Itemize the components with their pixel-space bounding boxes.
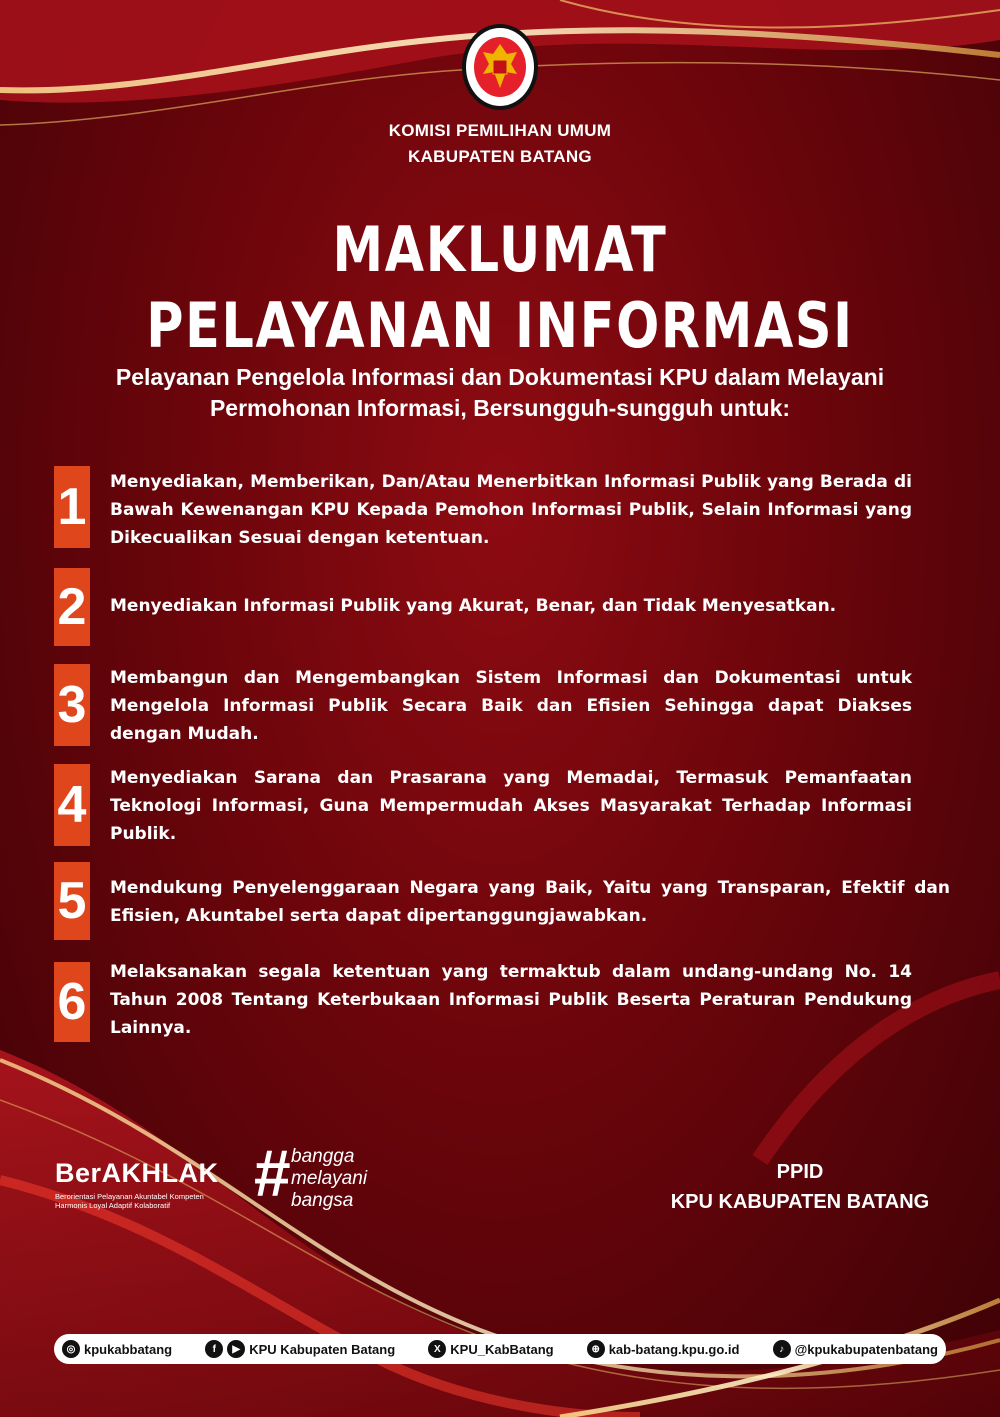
page-title xyxy=(90,212,910,364)
subtitle-line-1: Pelayanan Pengelola Informasi dan Dokumentasi KPU dalam Melayani xyxy=(115,364,885,390)
list-item-3 xyxy=(54,664,954,748)
title-line-2: PELAYANAN INFORMASI xyxy=(146,289,854,362)
item-number: 3 xyxy=(54,664,90,746)
x-icon: X xyxy=(428,1340,446,1358)
berakhlak-tagline-1: Berorientasi Pelayanan Akuntabel Kompeten xyxy=(55,1192,204,1201)
item-text: Menyediakan Sarana dan Prasarana yang Memadai, Termasuk Pemanfaatan Teknologi Informasi, Guna Mempermudah Akses Masyarakat Terhadap Informasi Publik. xyxy=(110,768,912,844)
hashtag-mark: # xyxy=(253,1136,290,1210)
item-text: Melaksanakan segala ketentuan yang termaktub dalam undang-undang No. 14 Tahun 2008 Tentang Keterbukaan Informasi Publik Beserta Peraturan Pendukung Lainnya. xyxy=(110,962,912,1038)
slogan-line-3: bangsa xyxy=(291,1190,354,1211)
x-handle: KPU_KabBatang xyxy=(450,1341,554,1357)
youtube-icon: ▶ xyxy=(227,1340,245,1358)
title-line-1: MAKLUMAT xyxy=(332,213,668,286)
facebook-youtube-name: KPU Kabupaten Batang xyxy=(249,1341,396,1357)
website-url: kab-batang.kpu.go.id xyxy=(608,1341,740,1357)
berakhlak-tagline-2: Harmonis Loyal Adaptif Kolaboratif xyxy=(55,1201,171,1210)
org-line-2: KABUPATEN BATANG xyxy=(408,147,592,166)
item-number: 2 xyxy=(54,568,90,646)
slogan xyxy=(291,1146,367,1212)
item-number: 5 xyxy=(54,862,90,940)
instagram-icon: ◎ xyxy=(62,1340,80,1358)
website-link[interactable] xyxy=(587,1340,740,1358)
list-item-5 xyxy=(54,862,954,942)
facebook-icon: f xyxy=(205,1340,223,1358)
kpu-logo xyxy=(459,22,541,112)
item-number: 1 xyxy=(54,466,90,548)
tiktok-icon: ♪ xyxy=(773,1340,791,1358)
list-item-2 xyxy=(54,568,954,648)
item-number: 6 xyxy=(54,962,90,1042)
facebook-youtube-link[interactable] xyxy=(205,1340,395,1358)
subtitle-line-2: Permohonan Informasi, Bersungguh-sungguh untuk: xyxy=(209,395,791,421)
item-text: Menyediakan Informasi Publik yang Akurat, Benar, dan Tidak Menyesatkan. xyxy=(110,596,837,616)
item-number: 4 xyxy=(54,764,90,846)
subtitle xyxy=(90,362,910,424)
org-line-1: KOMISI PEMILIHAN UMUM xyxy=(388,121,612,140)
item-text: Membangun dan Mengembangkan Sistem Informasi dan Dokumentasi untuk Mengelola Informasi Publik Secara Baik dan Efisien Sehingga dapat Diakses dengan Mudah. xyxy=(110,668,912,744)
x-link[interactable] xyxy=(428,1340,553,1358)
list-item-1 xyxy=(54,466,954,550)
signature-line-2: KPU KABUPATEN BATANG xyxy=(670,1191,930,1213)
globe-icon: ⊕ xyxy=(587,1340,605,1358)
social-footer xyxy=(54,1334,946,1364)
berakhlak-title: BerAKHLAK xyxy=(55,1158,219,1188)
tiktok-handle: @kpukabupatenbatang xyxy=(794,1341,938,1357)
tiktok-link[interactable] xyxy=(773,1340,938,1358)
list-item-6 xyxy=(54,962,954,1046)
instagram-link[interactable] xyxy=(62,1340,172,1358)
instagram-handle: kpukabbatang xyxy=(84,1341,173,1357)
berakhlak-logo xyxy=(55,1136,395,1220)
list-item-4 xyxy=(54,764,954,848)
signature-block xyxy=(640,1157,960,1217)
organization-name xyxy=(0,118,1000,170)
slogan-line-1: bangga xyxy=(291,1146,355,1167)
signature-line-1: PPID xyxy=(776,1161,824,1183)
item-text: Mendukung Penyelenggaraan Negara yang Baik, Yaitu yang Transparan, Efektif dan Efisien, Akuntabel serta dapat dipertanggungjawabkan. xyxy=(110,878,950,926)
slogan-line-2: melayani xyxy=(291,1168,368,1189)
item-text: Menyediakan, Memberikan, Dan/Atau Menerbitkan Informasi Publik yang Berada di Bawah Kewenangan KPU Kepada Pemohon Informasi Publik, Selain Informasi yang Dikecualikan Sesuai dengan ketentuan. xyxy=(110,472,912,548)
berakhlak-tagline xyxy=(55,1192,245,1210)
